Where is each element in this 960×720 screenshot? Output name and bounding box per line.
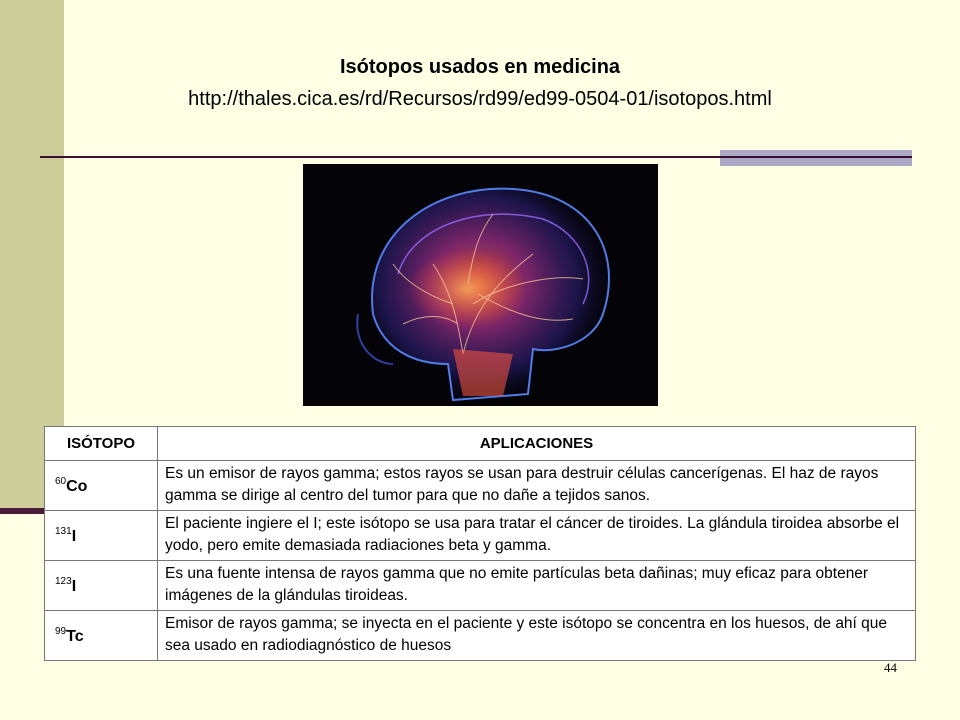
slide-title: Isótopos usados en medicina (339, 56, 621, 78)
isotope-mass-number: 131 (55, 525, 72, 537)
isotope-symbol: Tc (66, 627, 84, 645)
isotopes-table (44, 426, 916, 661)
isotope-mass-number: 99 (55, 625, 67, 637)
application-cell: Es un emisor de rayos gamma; estos rayos se usan para destruir células cancerígenas. El haz de rayos gamma se dirige al centro del tumor para que no dañe a tejidos sanos. (158, 461, 916, 511)
application-cell: Es una fuente intensa de rayos gamma que no emite partículas beta dañinas; muy eficaz para obtener imágenes de la glándulas tiroideas. (158, 561, 916, 611)
table-row (45, 611, 916, 661)
isotope-mass-number: 60 (55, 475, 67, 487)
page-number: 44 (884, 660, 897, 675)
application-cell: Emisor de rayos gamma; se inyecta en el paciente y este isótopo se concentra en los huesos, de ahí que sea usado en radiodiagnóstico de huesos (158, 611, 916, 661)
isotope-cell (45, 511, 158, 561)
header-applications: APLICACIONES (158, 427, 916, 461)
isotope-symbol: I (71, 577, 77, 595)
source-url: http://thales.cica.es/rd/Recursos/rd99/ed99-0504-01/isotopos.html (188, 88, 772, 110)
table-row (45, 511, 916, 561)
isotope-symbol: I (71, 527, 77, 545)
table-header-row (45, 427, 916, 461)
isotope-cell (45, 611, 158, 661)
divider-accent-block (720, 150, 912, 166)
isotope-cell (45, 461, 158, 511)
header-isotope: ISÓTOPO (45, 427, 158, 461)
table-row (45, 561, 916, 611)
brain-angiogram-image (303, 164, 658, 406)
table-row (45, 461, 916, 511)
isotope-cell (45, 561, 158, 611)
isotope-symbol: Co (66, 477, 88, 495)
application-cell: El paciente ingiere el I; este isótopo se usa para tratar el cáncer de tiroides. La glándula tiroidea absorbe el yodo, pero emite demasiada radiaciones beta y gamma. (158, 511, 916, 561)
isotope-mass-number: 123 (55, 575, 72, 587)
